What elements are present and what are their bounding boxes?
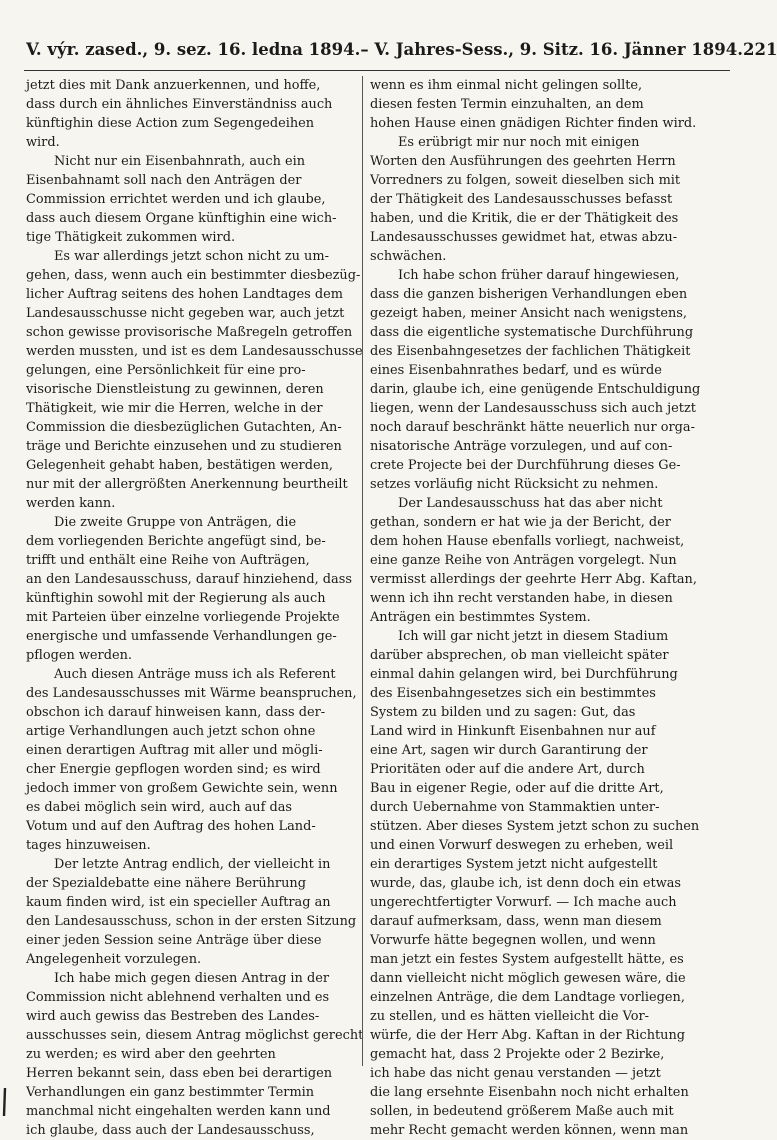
text-line: cher Energie gepflogen worden sind; es wird: [26, 762, 321, 777]
text-line: darin, glaube ich, eine genügende Entschuldigung: [370, 382, 701, 397]
text-line: Anträgen ein bestimmtes System.: [370, 610, 591, 625]
text-line: visorische Dienstleistung zu gewinnen, deren: [26, 382, 324, 397]
text-line: Ich will gar nicht jetzt in diesem Stadium: [398, 629, 669, 644]
text-line: Landesausschusse nicht gegeben war, auch jetzt: [26, 306, 345, 321]
text-line: Commission die diesbezüglichen Gutachten, An-: [26, 420, 342, 435]
text-line: hohen Hause einen gnädigen Richter finden wird.: [370, 116, 697, 131]
text-line: schon gewisse provisorische Maßregeln getroffen: [26, 325, 353, 340]
text-line: und einen Vorwurf deswegen zu erheben, weil: [370, 838, 674, 853]
text-line: Landesausschusses gewidmet hat, etwas abzu-: [370, 230, 678, 245]
text-line: pflogen werden.: [26, 648, 132, 663]
text-line: Bau in eigener Regie, oder auf die dritte Art,: [370, 781, 664, 796]
text-line: manchmal nicht eingehalten werden kann und: [26, 1104, 331, 1119]
text-line: Die zweite Gruppe von Anträgen, die: [54, 515, 297, 530]
text-line: schwächen.: [370, 249, 447, 264]
text-line: zu stellen, und es hätten vielleicht die Vor-: [370, 1009, 649, 1024]
text-line: man jetzt ein festes System aufgestellt hätte, es: [370, 952, 684, 967]
text-line: des Eisenbahngesetzes der fachlichen Thätigkeit: [370, 344, 691, 359]
text-line: tige Thätigkeit zukommen wird.: [26, 230, 236, 245]
text-line: System zu bilden und zu sagen: Gut, das: [370, 705, 636, 720]
text-line: eines Eisenbahnrathes bedarf, und es würde: [370, 363, 662, 378]
text-line: licher Auftrag seitens des hohen Landtages dem: [26, 287, 343, 302]
text-line: träge und Berichte einzusehen und zu studieren: [26, 439, 342, 454]
text-line: liegen, wenn der Landesausschuss sich auch jetzt: [370, 401, 696, 416]
text-line: gehen, dass, wenn auch ein bestimmter diesbezüg-: [26, 268, 361, 283]
text-line: ich glaube, dass auch der Landesausschuss,: [26, 1123, 315, 1138]
column-divider: [362, 76, 363, 1066]
text-line: Commission nicht ablehnend verhalten und es: [26, 990, 330, 1005]
text-line: Gelegenheit gehabt haben, bestätigen werden,: [26, 458, 334, 473]
text-line: dass durch ein ähnliches Einverständniss auch: [26, 97, 333, 112]
text-line: eine Art, sagen wir durch Garantirung der: [370, 743, 648, 758]
text-line: Verhandlungen ein ganz bestimmter Termin: [26, 1085, 315, 1100]
text-line: jetzt dies mit Dank anzuerkennen, und hoffe,: [26, 78, 321, 93]
text-line: die lang ersehnte Eisenbahn noch nicht erhalten: [370, 1085, 689, 1100]
left-column: [26, 76, 370, 1140]
text-line: dass die ganzen bisherigen Verhandlungen eben: [370, 287, 688, 302]
text-line: wurde, das, glaube ich, ist denn doch ein etwas: [370, 876, 682, 891]
text-line: dem hohen Hause ebenfalls vorliegt, nachweist,: [370, 534, 685, 549]
text-line: haben, und die Kritik, die er der Thätigkeit des: [370, 211, 679, 226]
text-line: der Thätigkeit des Landesausschusses befasst: [370, 192, 673, 207]
text-line: wenn es ihm einmal nicht gelingen sollte,: [370, 78, 643, 93]
text-line: darüber absprechen, ob man vielleicht später: [370, 648, 669, 663]
text-line: Es war allerdings jetzt schon nicht zu um-: [54, 249, 329, 264]
text-line: Es erübrigt mir nur noch mit einigen: [398, 135, 640, 150]
text-line: wenn ich ihn recht verstanden habe, in diesen: [370, 591, 673, 606]
text-line: Auch diesen Anträge muss ich als Referent: [54, 667, 336, 682]
text-line: mehr Recht gemacht werden können, wenn man: [370, 1123, 689, 1138]
page-number: 221: [742, 40, 777, 59]
text-line: kaum finden wird, ist ein specieller Auftrag an: [26, 895, 331, 910]
text-line: dem vorliegenden Berichte angefügt sind, be-: [26, 534, 326, 549]
right-column: [370, 76, 714, 1140]
text-line: dann vielleicht nicht möglich gewesen wäre, die: [370, 971, 686, 986]
text-line: nisatorische Anträge vorzulegen, und auf con-: [370, 439, 673, 454]
text-line: es dabei möglich sein wird, auch auf das: [26, 800, 293, 815]
text-line: Angelegenheit vorzulegen.: [26, 952, 202, 967]
text-line: Vorredners zu folgen, soweit dieselben sich mit: [370, 173, 681, 188]
text-line: würfe, die der Herr Abg. Kaftan in der Richtung: [370, 1028, 686, 1043]
text-line: Nicht nur ein Eisenbahnrath, auch ein: [54, 154, 306, 169]
text-line: Thätigkeit, wie mir die Herren, welche in der: [26, 401, 323, 416]
text-line: der Spezialdebatte eine nähere Berührung: [26, 876, 306, 891]
text-line: durch Uebernahme von Stammaktien unter-: [370, 800, 660, 815]
text-line: artige Verhandlungen auch jetzt schon ohne: [26, 724, 316, 739]
text-line: Eisenbahnamt soll nach den Anträgen der: [26, 173, 302, 188]
text-line: ausschusses sein, diesem Antrag möglichst gerecht: [26, 1028, 364, 1043]
text-line: Der Landesausschuss hat das aber nicht: [398, 496, 663, 511]
text-line: trifft und enthält eine Reihe von Aufträgen,: [26, 553, 310, 568]
text-line: vermisst allerdings der geehrte Herr Abg. Kaftan,: [370, 572, 697, 587]
text-line: energische und umfassende Verhandlungen ge-: [26, 629, 337, 644]
text-line: Ich habe mich gegen diesen Antrag in der: [54, 971, 330, 986]
text-line: setzes vorläufig nicht Rücksicht zu nehmen.: [370, 477, 659, 492]
text-line: werden mussten, und ist es dem Landesausschusse: [26, 344, 363, 359]
text-line: wird auch gewiss das Bestreben des Landes-: [26, 1009, 320, 1024]
header-rule: [24, 70, 730, 71]
text-line: sollen, in bedeutend größerem Maße auch mit: [370, 1104, 674, 1119]
text-line: gezeigt haben, meiner Ansicht nach wenigstens,: [370, 306, 688, 321]
text-line: künftighin diese Action zum Segengedeihen: [26, 116, 315, 131]
text-line: des Landesausschusses mit Wärme beanspruchen,: [26, 686, 357, 701]
header-german: – V. Jahres-Sess., 9. Sitz. 16. Jänner 1894.: [360, 40, 743, 59]
header-czech: V. výr. zased., 9. sez. 16. ledna 1894.: [26, 40, 361, 59]
text-line: ein derartiges System jetzt nicht aufgestellt: [370, 857, 658, 872]
text-line: Commission errichtet werden und ich glaube,: [26, 192, 326, 207]
text-line: gethan, sondern er hat wie ja der Bericht, der: [370, 515, 671, 530]
text-line: eine ganze Reihe von Anträgen vorgelegt. Nun: [370, 553, 677, 568]
text-line: Land wird in Hinkunft Eisenbahnen nur auf: [370, 724, 656, 739]
text-line: Vorwurfe hätte begegnen wollen, und wenn: [370, 933, 656, 948]
text-line: Prioritäten oder auf die andere Art, durch: [370, 762, 645, 777]
text-line: dass auch diesem Organe künftighin eine wich-: [26, 211, 337, 226]
text-line: werden kann.: [26, 496, 116, 511]
text-line: ungerechtfertigter Vorwurf. — Ich mache auch: [370, 895, 677, 910]
text-line: obschon ich darauf hinweisen kann, dass der-: [26, 705, 326, 720]
text-line: an den Landesausschuss, darauf hinziehend, dass: [26, 572, 352, 587]
text-line: stützen. Aber dieses System jetzt schon zu suchen: [370, 819, 700, 834]
text-line: crete Projecte bei der Durchführung dieses Ge-: [370, 458, 681, 473]
text-line: gemacht hat, dass 2 Projekte oder 2 Bezirke,: [370, 1047, 665, 1062]
text-line: mit Parteien über einzelne vorliegende Projekte: [26, 610, 340, 625]
text-line: Votum und auf den Auftrag des hohen Land-: [26, 819, 316, 834]
text-line: jedoch immer von großem Gewichte sein, wenn: [26, 781, 338, 796]
text-line: ich habe das nicht genau verstanden — jetzt: [370, 1066, 661, 1081]
text-line: Herren bekannt sein, dass eben bei derartigen: [26, 1066, 332, 1081]
text-line: wird.: [26, 135, 60, 150]
page-header: [26, 40, 777, 66]
text-line: den Landesausschuss, schon in der ersten Sitzung: [26, 914, 357, 929]
text-line: Worten den Ausführungen des geehrten Herrn: [370, 154, 676, 169]
text-line: diesen festen Termin einzuhalten, an dem: [370, 97, 644, 112]
margin-mark: [2, 1086, 8, 1118]
text-line: einen derartigen Auftrag mit aller und mögli-: [26, 743, 323, 758]
text-line: zu werden; es wird aber den geehrten: [26, 1047, 276, 1062]
text-line: Ich habe schon früher darauf hingewiesen,: [398, 268, 680, 283]
text-line: tages hinzuweisen.: [26, 838, 151, 853]
text-line: des Eisenbahngesetzes sich ein bestimmtes: [370, 686, 656, 701]
text-line: nur mit der allergrößten Anerkennung beurtheilt: [26, 477, 348, 492]
text-line: noch darauf beschränkt hätte neuerlich nur orga-: [370, 420, 695, 435]
text-line: Der letzte Antrag endlich, der vielleicht in: [54, 857, 331, 872]
text-line: einer jeden Session seine Anträge über diese: [26, 933, 322, 948]
text-line: einmal dahin gelangen wird, bei Durchführung: [370, 667, 678, 682]
text-line: künftighin sowohl mit der Regierung als auch: [26, 591, 326, 606]
text-line: darauf aufmerksam, dass, wenn man diesem: [370, 914, 662, 929]
text-line: gelungen, eine Persönlichkeit für eine pro-: [26, 363, 306, 378]
text-line: dass die eigentliche systematische Durchführung: [370, 325, 694, 340]
text-line: einzelnen Anträge, die dem Landtage vorliegen,: [370, 990, 685, 1005]
